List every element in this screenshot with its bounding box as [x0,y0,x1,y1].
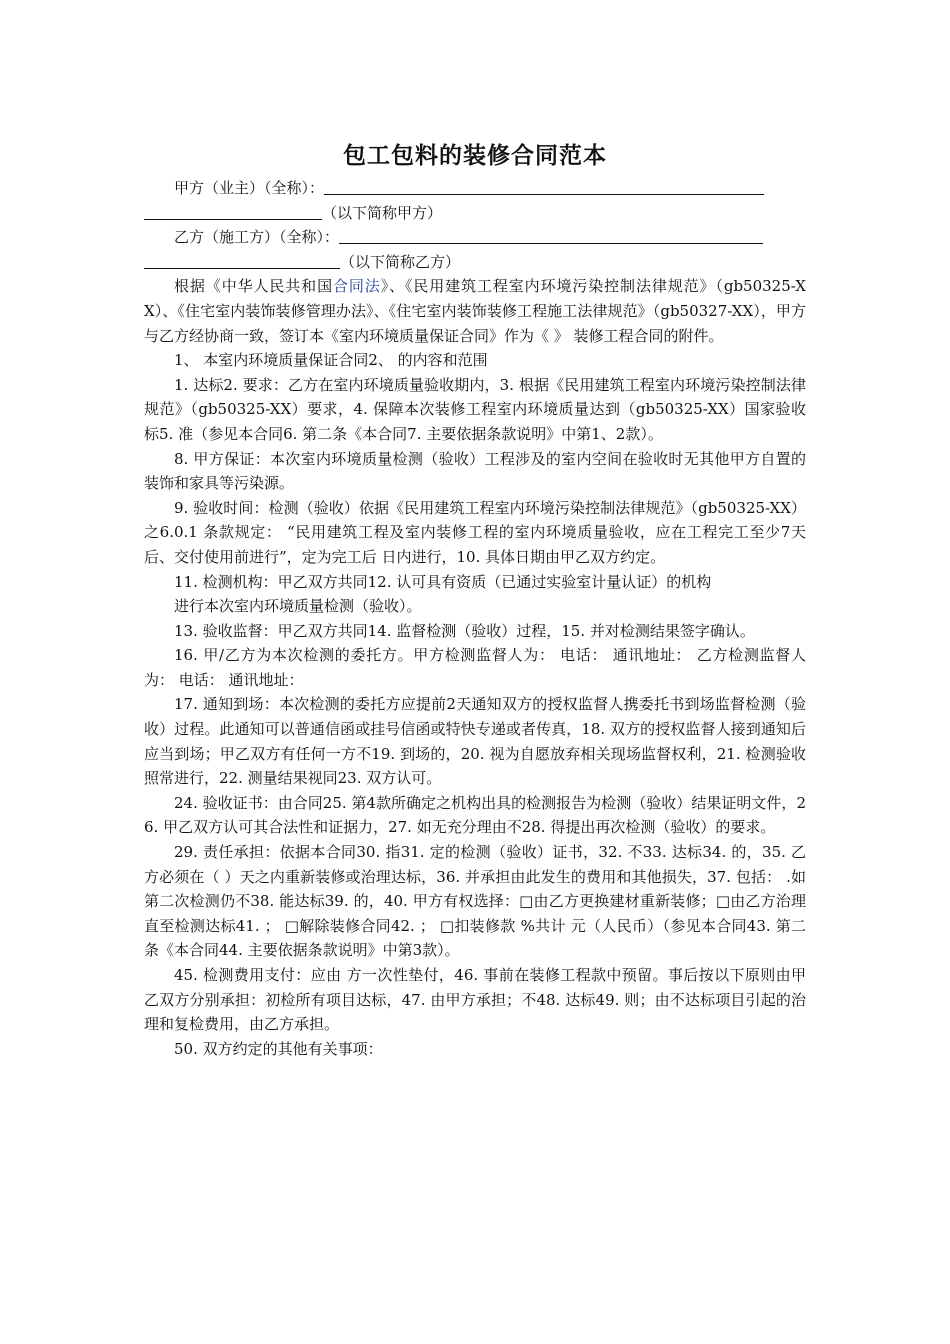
party-a-label: 甲方（业主）（全称）： [174,179,325,197]
intro-text-1: 根据《中华人民共和国 [174,277,333,296]
party-a-name-field[interactable] [324,178,764,195]
clause-paragraph: 1、 本室内环境质量保证合同2、 的内容和范围 [174,351,488,370]
document-title: 包工包料的装修合同范本 [343,143,607,169]
document-body [144,176,806,1061]
contract-law-link[interactable]: 合同法 [332,277,381,296]
intro-text-2: 》、《民用建筑工程室内环境污染控制法律规范》（gb50325-XX）、《住宅室内装饰装修管理办法》、《住宅室内装饰装修工程施工法律规范》（gb50327-XX），甲方与乙方经协商一致，签订本《室内环境质量保证合同》作为《 》 装修工程合同的附件。 [144,277,806,345]
clause-paragraph: 进行本次室内环境质量检测（验收）。 [174,597,422,616]
clause-paragraph: 13. 验收监督：甲乙双方共同14. 监督检测（验收）过程，15. 并对检测结果签字确认。 [174,621,755,640]
party-a-suffix: （以下简称甲方） [322,203,443,222]
clause-paragraph: 1. 达标2. 要求：乙方在室内环境质量验收期内，3. 根据《民用建筑工程室内环境污染控制法律规范》（gb50325-XX）要求，4. 保障本次装修工程室内环境质量达到（gb50325-XX）国家验收标5. 准（参见本合同6. 第二条《本合同7. 主要依据条款说明》中第1、2款）。 [144,375,806,443]
clause-paragraph: 24. 验收证书：由合同25. 第4款所确定之机构出具的检测报告为检测（验收）结果证明文件，26. 甲乙双方认可其合法性和证据力，27. 如无充分理由不28. 得提出再次检测（验收）的要求。 [144,793,806,837]
party-a-name-field-continued[interactable] [144,203,322,220]
party-b-continuation [144,250,806,275]
party-b-name-field[interactable] [339,227,763,244]
clause-paragraph: 11. 检测机构：甲乙双方共同12. 认可具有资质（已通过实验室计量认证）的机构 [174,572,712,591]
clause-paragraph: 50. 双方约定的其他有关事项： [174,1039,383,1058]
clause-paragraph: 9. 验收时间：检测（验收）依据《民用建筑工程室内环境污染控制法律规范》（gb50325-XX）之6.0.1 条款规定： “民用建筑工程及室内装修工程的室内环境质量验收，应在工程完工至少7天后、交付使用前进行”，定为完工后 日内进行，10. 具体日期由甲乙双方约定。 [144,498,806,566]
party-a-continuation [144,201,806,226]
intro-paragraph [144,274,806,348]
party-a-line [144,176,806,201]
party-b-name-field-continued[interactable] [144,252,340,269]
clause-paragraph: 17. 通知到场：本次检测的委托方应提前2天通知双方的授权监督人携委托书到场监督检测（验收）过程。此通知可以普通信函或挂号信函或特快专递或者传真，18. 双方的授权监督人接到通知后应当到场；甲乙双方有任何一方不19. 到场的，20. 视为自愿放弃相关现场监督权利，21. 检测验收照常进行，22. 测量结果视同23. 双方认可。 [144,695,806,788]
clause-paragraph: 45. 检测费用支付：应由 方一次性垫付，46. 事前在装修工程款中预留。事后按以下原则由甲乙双方分别承担：初检所有项目达标，47. 由甲方承担；不48. 达标49. 则；由不达标项目引起的治理和复检费用，由乙方承担。 [144,966,806,1034]
clause-paragraph: 8. 甲方保证：本次室内环境质量检测（验收）工程涉及的室内空间在验收时无其他甲方自置的装饰和家具等污染源。 [144,449,806,493]
clause-paragraph: 16. 甲/乙方为本次检测的委托方。甲方检测监督人为： 电话： 通讯地址： 乙方检测监督人为： 电话： 通讯地址： [144,646,806,689]
clause-paragraph: 29. 责任承担：依据本合同30. 指31. 定的检测（验收）证书，32. 不33. 达标34. 的，35. 乙方必须在（ ）天之内重新装修或治理达标，36. 并承担由此发生的费用和其他损失，37. 包括： .如第二次检测仍不38. 能达标39. 的，40. 甲方有权选择：□由乙方更换建材重新装修；□由乙方治理直至检测达标41. ； □解除装修合同42. ； □扣装修款 %共计 元（人民币）（参见本合同43. 第二条《本合同44. 主要依据条款说明》中第3款）。 [144,843,806,960]
party-b-label: 乙方（施工方）（全称）： [174,228,340,247]
party-b-line [144,225,806,250]
party-b-suffix: （以下简称乙方） [340,252,461,271]
